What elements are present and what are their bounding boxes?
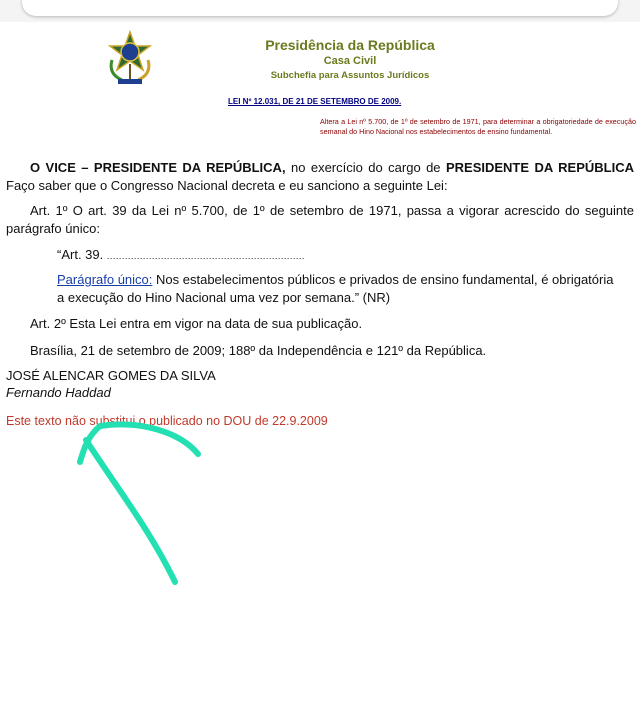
presidency-title: Presidência da República (265, 37, 435, 53)
exercise-text: no exercício do cargo de (285, 160, 446, 175)
dateline-text: Brasília, 21 de setembro de 2009; 188º da Independência e 121º da República. (30, 343, 487, 358)
address-bar[interactable] (22, 0, 618, 16)
article-39-dots: .................................................................. (106, 251, 305, 261)
subchefia-title: Subchefia para Assuntos Jurídicos (270, 70, 430, 81)
signer-minister: Fernando Haddad (6, 385, 111, 400)
article-2-text: Art. 2º Esta Lei entra em vigor na data de sua publicação. (30, 316, 363, 331)
casa-civil-title: Casa Civil (323, 55, 377, 67)
paragrafo-unico-text: Nos estabelecimentos públicos e privados de ensino fundamental, é obrigatória a execução do Hino Nacional uma vez por semana.” (NR) (57, 272, 614, 305)
law-title-link[interactable]: LEI Nº 12.031, DE 21 DE SETEMBRO DE 2009. (228, 97, 402, 106)
president-label: PRESIDENTE DA REPÚBLICA (445, 160, 634, 175)
preamble-paragraph (6, 159, 634, 195)
browser-top-bar (0, 0, 640, 22)
article-39-quote (57, 246, 617, 265)
coat-of-arms-emblem-icon (104, 30, 156, 86)
article-1-text: Art. 1º O art. 39 da Lei nº 5.700, de 1º de setembro de 1971, passa a vigorar acrescido do seguinte parágrafo único: (6, 203, 634, 236)
vice-president-label: O VICE – PRESIDENTE DA REPÚBLICA, (30, 160, 286, 175)
paragrafo-unico-block (57, 271, 617, 307)
decree-text: Faço saber que o Congresso Nacional decreta e eu sanciono a seguinte Lei: (6, 178, 448, 193)
hand-drawn-arrow-icon (70, 410, 220, 590)
paragrafo-unico-link[interactable]: Parágrafo único: (57, 272, 153, 287)
ementa-text: Altera a Lei nº 5.700, de 1º de setembro de 1971, para determinar a obrigatoriedade de execução semanal do Hino Nacional nos estabelecimentos de ensino fundamental. (320, 117, 636, 136)
article-39-label: “Art. 39. (57, 247, 107, 262)
dou-note: Este texto não substitui o publicado no DOU de 22.9.2009 (6, 414, 328, 428)
signer-president: JOSÉ ALENCAR GOMES DA SILVA (6, 368, 216, 383)
